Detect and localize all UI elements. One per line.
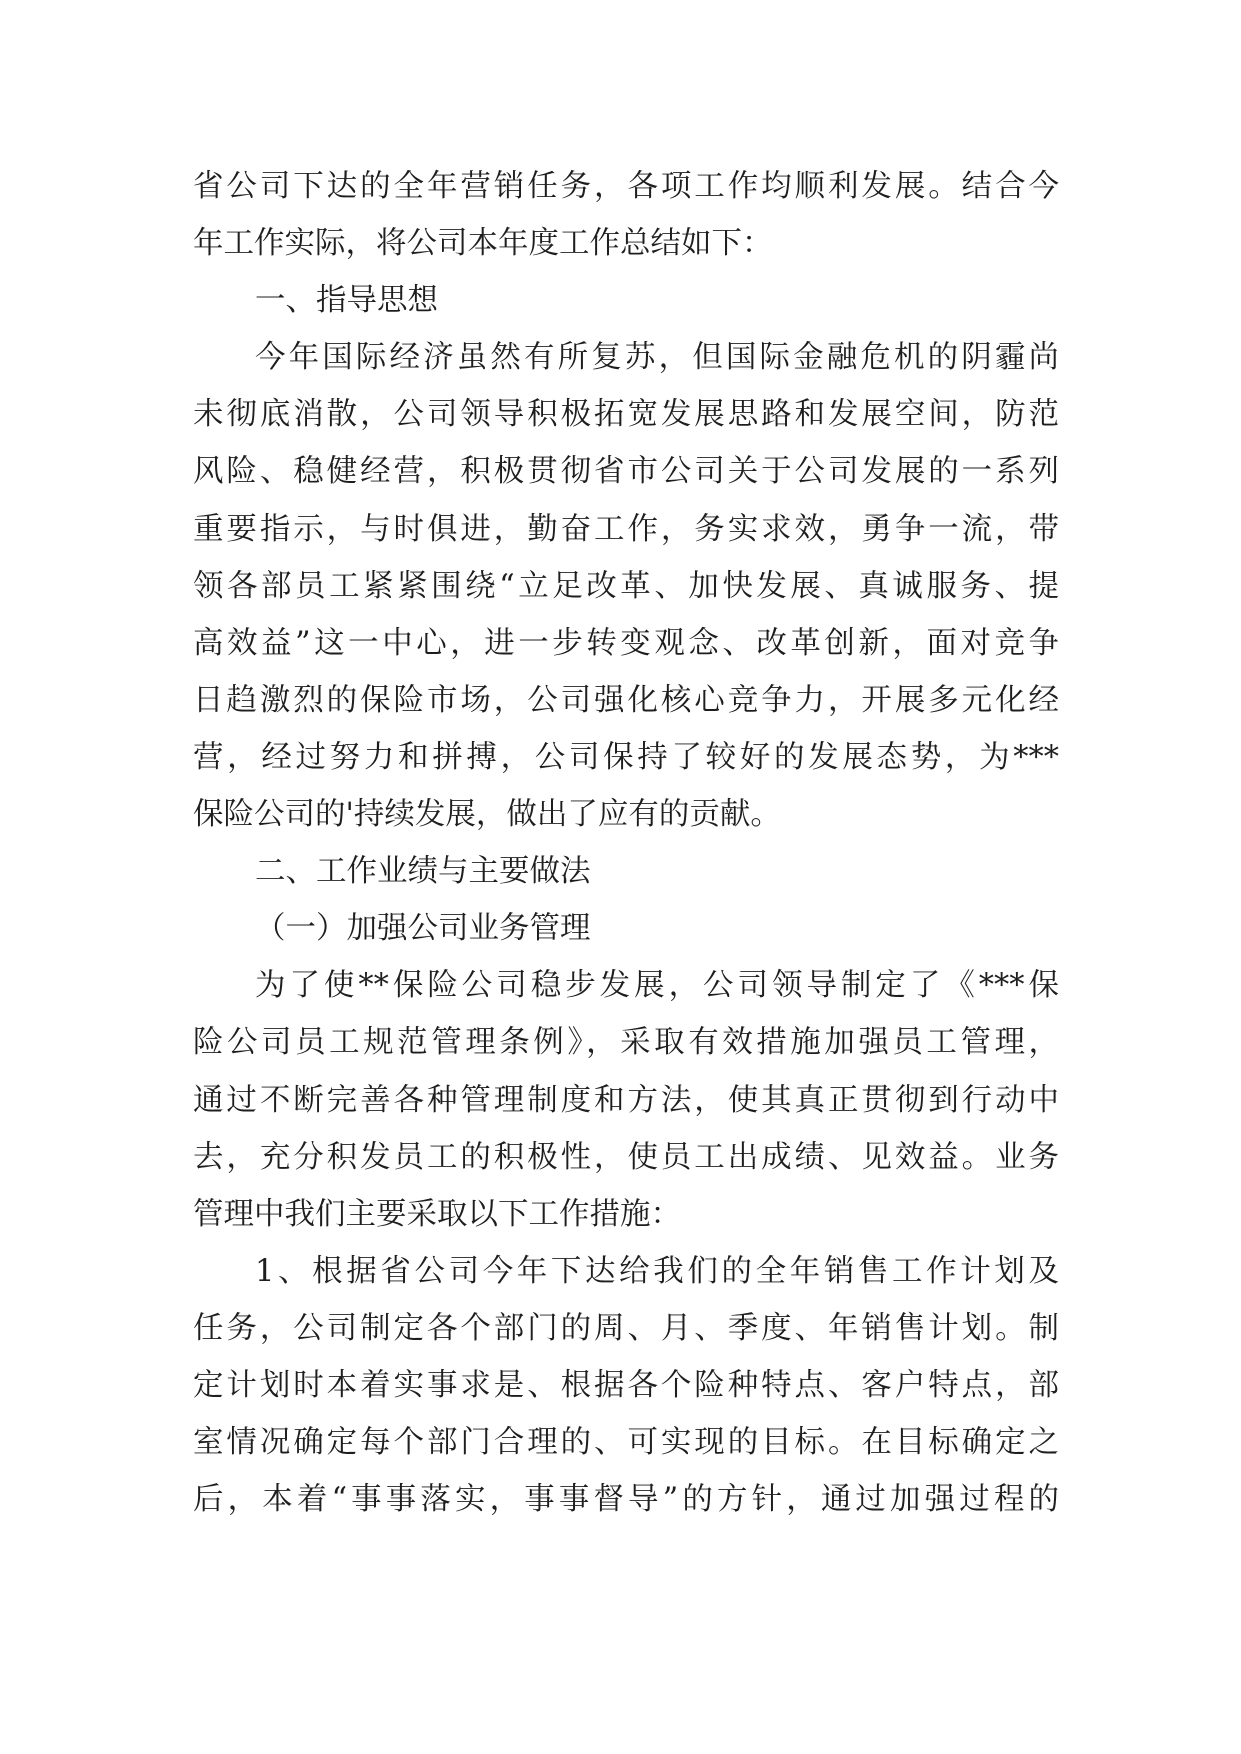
document-body bbox=[193, 158, 1059, 1528]
text-line: 高效益”这一中心，进一步转变观念、改革创新，面对竞争 bbox=[193, 625, 1059, 661]
text-line: 1、根据省公司今年下达给我们的全年销售工作计划及 bbox=[255, 1253, 1059, 1289]
text-line: 通过不断完善各种管理制度和方法，使其真正贯彻到行动中 bbox=[193, 1082, 1059, 1118]
section-heading: 二、工作业绩与主要做法 bbox=[255, 854, 591, 890]
text-line: 险公司员工规范管理条例》，采取有效措施加强员工管理， bbox=[193, 1025, 1059, 1061]
text-line: 未彻底消散，公司领导积极拓宽发展思路和发展空间，防范 bbox=[193, 397, 1059, 433]
text-line: 为了使**保险公司稳步发展，公司领导制定了《***保 bbox=[255, 968, 1059, 1004]
text-line: 日趋激烈的保险市场，公司强化核心竞争力，开展多元化经 bbox=[193, 682, 1059, 718]
text-line: 后，本着“事事落实，事事督导”的方针，通过加强过程的 bbox=[193, 1482, 1059, 1518]
text-line: 管理中我们主要采取以下工作措施： bbox=[193, 1196, 681, 1232]
text-line: 领各部员工紧紧围绕“立足改革、加快发展、真诚服务、提 bbox=[193, 568, 1059, 604]
text-line: 今年国际经济虽然有所复苏，但国际金融危机的阴霾尚 bbox=[255, 340, 1059, 376]
text-line: 年工作实际，将公司本年度工作总结如下： bbox=[193, 226, 773, 262]
text-line: 任务，公司制定各个部门的周、月、季度、年销售计划。制 bbox=[193, 1310, 1059, 1346]
text-line: 风险、稳健经营，积极贯彻省市公司关于公司发展的一系列 bbox=[193, 454, 1059, 490]
text-line: 定计划时本着实事求是、根据各个险种特点、客户特点，部 bbox=[193, 1367, 1059, 1403]
text-line: 去，充分积发员工的积极性，使员工出成绩、见效益。业务 bbox=[193, 1139, 1059, 1175]
text-line: 营，经过努力和拼搏，公司保持了较好的发展态势，为*** bbox=[193, 739, 1059, 775]
text-line: 省公司下达的全年营销任务，各项工作均顺利发展。结合今 bbox=[193, 169, 1059, 204]
text-line: 室情况确定每个部门合理的、可实现的目标。在目标确定之 bbox=[193, 1425, 1059, 1461]
subsection-heading: （一）加强公司业务管理 bbox=[255, 911, 591, 947]
section-heading: 一、指导思想 bbox=[255, 283, 438, 319]
text-line: 保险公司的'持续发展，做出了应有的贡献。 bbox=[193, 797, 781, 833]
text-line: 重要指示，与时俱进，勤奋工作，务实求效，勇争一流，带 bbox=[193, 511, 1059, 547]
